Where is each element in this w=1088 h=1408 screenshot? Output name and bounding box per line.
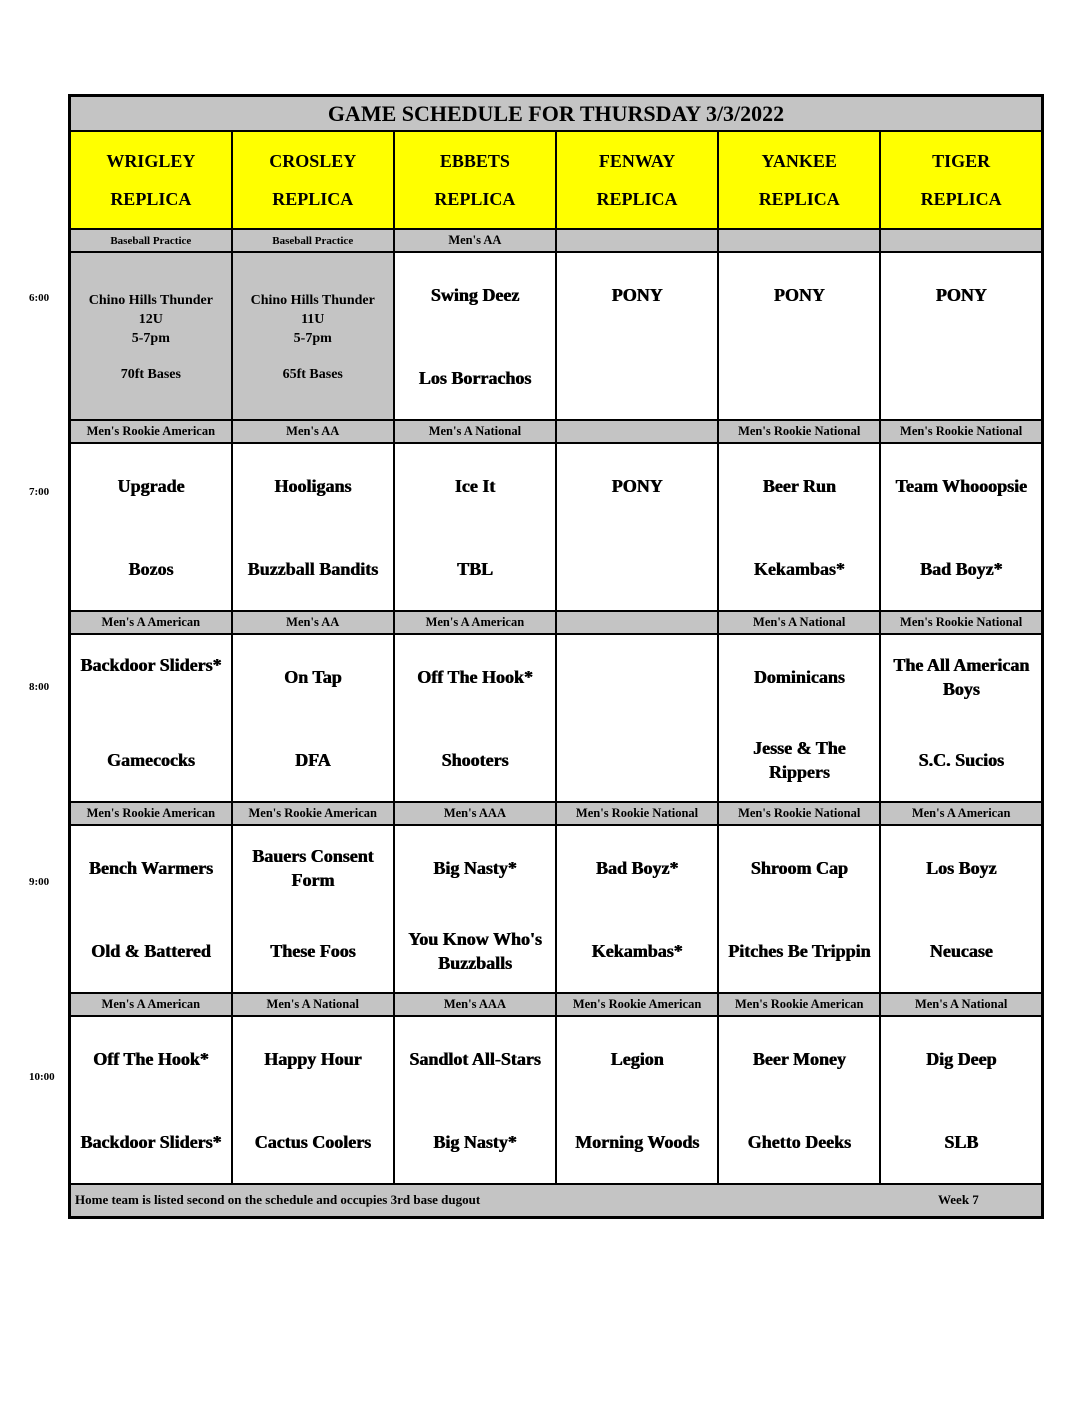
home-team: Neucase (929, 940, 993, 961)
game-cell (232, 443, 394, 611)
away-team: PONY (773, 285, 825, 305)
division-label: Men's A National (232, 993, 394, 1016)
home-team: Old & Battered (91, 940, 211, 961)
practice-line: Chino Hills Thunder (250, 293, 375, 308)
division-label: Men's Rookie American (70, 420, 232, 443)
division-label: Men's A American (394, 611, 556, 634)
game-cell (394, 825, 556, 993)
matchup (557, 826, 717, 992)
division-label (556, 420, 718, 443)
division-label (556, 229, 718, 252)
home-team: These Foos (269, 940, 356, 961)
home-team (557, 718, 717, 801)
away-team: Beer Run (762, 476, 836, 496)
field-name: CROSLEY (269, 151, 357, 171)
matchup (557, 1017, 717, 1183)
game-row (70, 252, 1043, 420)
home-team (557, 336, 717, 419)
game-cell (232, 825, 394, 993)
away-team (557, 635, 717, 718)
field-sub: REPLICA (272, 189, 354, 209)
away-team: The All American Boys (893, 655, 1030, 699)
home-team: DFA (294, 749, 331, 770)
matchup (881, 253, 1041, 419)
division-label: Men's AA (394, 229, 556, 252)
home-team: Kekambas* (591, 940, 683, 961)
division-label: Men's Rookie National (718, 420, 880, 443)
division-label: Men's Rookie National (880, 420, 1042, 443)
game-row (70, 825, 1043, 993)
game-cell (232, 1016, 394, 1184)
home-team (557, 527, 717, 610)
game-cell (880, 443, 1042, 611)
away-team: Dominicans (753, 667, 845, 687)
home-team: Morning Woods (574, 1131, 700, 1152)
matchup (395, 826, 555, 992)
practice-line: 5-7pm (131, 331, 170, 346)
division-row (70, 229, 1043, 252)
division-label: Men's A American (880, 802, 1042, 825)
practice-cell (232, 252, 394, 420)
home-team: Shooters (441, 749, 509, 770)
game-cell (394, 443, 556, 611)
division-label (880, 229, 1042, 252)
division-label: Men's AAA (394, 802, 556, 825)
matchup (395, 635, 555, 801)
game-cell (718, 634, 880, 802)
practice-line: 12U (138, 312, 163, 327)
home-team: Gamecocks (106, 749, 195, 770)
home-team: Kekambas* (753, 558, 845, 579)
field-name: WRIGLEY (106, 151, 196, 171)
division-label: Men's A National (394, 420, 556, 443)
field-sub: REPLICA (110, 189, 192, 209)
away-team: Bauers Consent Form (251, 846, 374, 890)
page-title: GAME SCHEDULE FOR THURSDAY 3/3/2022 (70, 96, 1043, 132)
division-row (70, 420, 1043, 443)
away-team: PONY (935, 285, 987, 305)
footer (70, 1184, 1043, 1218)
away-team: Team Whooopsie (895, 476, 1027, 496)
division-row (70, 993, 1043, 1016)
division-label: Men's Rookie National (880, 611, 1042, 634)
matchup (395, 1017, 555, 1183)
away-team: Happy Hour (263, 1049, 362, 1069)
home-team: Ghetto Deeks (747, 1131, 851, 1152)
division-label: Men's Rookie American (70, 802, 232, 825)
division-label (718, 229, 880, 252)
practice-line: 65ft Bases (282, 367, 343, 382)
division-label: Men's AA (232, 611, 394, 634)
time-label: 6:00 (29, 292, 50, 304)
game-cell (394, 1016, 556, 1184)
time-label: 8:00 (29, 681, 50, 693)
division-row (70, 802, 1043, 825)
division-label: Baseball Practice (70, 229, 232, 252)
game-row (70, 1016, 1043, 1184)
away-team: Upgrade (117, 476, 185, 496)
home-team: Pitches Be Trippin (728, 940, 871, 961)
practice-info (233, 253, 393, 384)
game-cell (394, 252, 556, 420)
game-cell (394, 634, 556, 802)
game-cell (718, 443, 880, 611)
matchup (881, 635, 1041, 801)
home-team: Bozos (128, 558, 174, 579)
field-name: EBBETS (439, 151, 510, 171)
matchup (881, 1017, 1041, 1183)
division-label: Men's Rookie American (232, 802, 394, 825)
division-label: Men's Rookie American (718, 993, 880, 1016)
matchup (557, 444, 717, 610)
matchup (719, 826, 879, 992)
home-team: Jesse & The Rippers (752, 737, 846, 782)
home-team: SLB (944, 1131, 979, 1152)
time-label: 7:00 (29, 486, 50, 498)
away-team: Hooligans (274, 476, 352, 496)
matchup (71, 826, 231, 992)
away-team: On Tap (283, 667, 342, 687)
matchup (719, 253, 879, 419)
division-row (70, 611, 1043, 634)
matchup (557, 635, 717, 801)
home-team: Backdoor Sliders* (80, 1131, 222, 1152)
matchup (233, 444, 393, 610)
game-cell (880, 825, 1042, 993)
practice-line: 70ft Bases (120, 367, 181, 382)
away-team: PONY (611, 476, 663, 496)
division-label: Men's A American (70, 611, 232, 634)
home-team: Big Nasty* (433, 1131, 517, 1152)
division-label: Men's Rookie National (718, 802, 880, 825)
division-label: Men's Rookie American (556, 993, 718, 1016)
away-team: Legion (610, 1049, 664, 1069)
division-label (556, 611, 718, 634)
game-cell (556, 825, 718, 993)
matchup (557, 253, 717, 419)
time-label: 10:00 (29, 1071, 55, 1083)
matchup (881, 826, 1041, 992)
matchup (719, 444, 879, 610)
away-team: Sandlot All-Stars (409, 1049, 541, 1069)
game-cell (556, 1016, 718, 1184)
home-team (719, 336, 879, 419)
home-team: Buzzball Bandits (247, 558, 378, 579)
game-cell (718, 825, 880, 993)
field-sub: REPLICA (920, 189, 1002, 209)
matchup (719, 635, 879, 801)
game-cell (880, 1016, 1042, 1184)
away-team: Los Boyz (925, 858, 997, 878)
game-cell (556, 634, 718, 802)
game-cell (880, 252, 1042, 420)
field-sub: REPLICA (758, 189, 840, 209)
home-team: TBL (456, 558, 493, 579)
away-team: Swing Deez (430, 285, 520, 305)
footer-row (70, 1184, 1043, 1218)
matchup (71, 1017, 231, 1183)
matchup (71, 444, 231, 610)
division-label: Men's Rookie National (556, 802, 718, 825)
home-team: S.C. Sucios (918, 749, 1004, 770)
game-cell (718, 252, 880, 420)
matchup (719, 1017, 879, 1183)
field-header-ebbets (394, 131, 556, 229)
division-label: Men's A National (718, 611, 880, 634)
field-sub: REPLICA (596, 189, 678, 209)
home-team: Cactus Coolers (254, 1131, 371, 1152)
practice-line: Chino Hills Thunder (88, 293, 213, 308)
week-label: Week 7 (938, 1192, 979, 1207)
game-row (70, 443, 1043, 611)
home-team: You Know Who's Buzzballs (408, 928, 542, 973)
game-cell (70, 1016, 232, 1184)
away-team: Shroom Cap (750, 858, 848, 878)
field-header-row (70, 131, 1043, 229)
game-cell (556, 443, 718, 611)
game-cell (70, 634, 232, 802)
away-team: PONY (611, 285, 663, 305)
away-team: Backdoor Sliders* (80, 655, 222, 675)
division-label: Men's AAA (394, 993, 556, 1016)
home-team (881, 336, 1041, 419)
away-team: Big Nasty* (433, 858, 517, 878)
practice-info (71, 253, 231, 384)
away-team: Off The Hook* (417, 667, 533, 687)
division-label: Men's A American (70, 993, 232, 1016)
spacer (233, 348, 393, 365)
game-cell (70, 825, 232, 993)
home-team: Bad Boyz* (919, 558, 1003, 579)
field-header-tiger (880, 131, 1042, 229)
division-label: Baseball Practice (232, 229, 394, 252)
matchup (233, 1017, 393, 1183)
field-header-wrigley (70, 131, 232, 229)
division-label: Men's A National (880, 993, 1042, 1016)
matchup (233, 826, 393, 992)
schedule-table (68, 94, 1044, 1219)
practice-line: 11U (301, 312, 325, 327)
game-cell (718, 1016, 880, 1184)
matchup (881, 444, 1041, 610)
time-label: 9:00 (29, 876, 50, 888)
matchup (395, 444, 555, 610)
field-name: TIGER (932, 151, 991, 171)
time-column (0, 0, 70, 1408)
field-sub: REPLICA (434, 189, 516, 209)
away-team: Ice It (454, 476, 496, 496)
away-team: Dig Deep (925, 1049, 997, 1069)
field-header-crosley (232, 131, 394, 229)
matchup (395, 253, 555, 419)
away-team: Bad Boyz* (595, 858, 679, 878)
field-name: YANKEE (761, 151, 837, 171)
home-team: Los Borrachos (418, 367, 532, 388)
away-team: Bench Warmers (88, 858, 213, 878)
footer-note: Home team is listed second on the schedule and occupies 3rd base dugout (75, 1192, 481, 1207)
game-row (70, 634, 1043, 802)
division-label: Men's AA (232, 420, 394, 443)
game-cell (232, 634, 394, 802)
spacer (71, 348, 231, 365)
away-team: Off The Hook* (92, 1049, 209, 1069)
field-header-fenway (556, 131, 718, 229)
practice-cell (70, 252, 232, 420)
matchup (233, 635, 393, 801)
field-header-yankee (718, 131, 880, 229)
matchup (71, 635, 231, 801)
game-cell (70, 443, 232, 611)
away-team: Beer Money (752, 1049, 846, 1069)
field-name: FENWAY (598, 151, 676, 171)
game-cell (880, 634, 1042, 802)
practice-line: 5-7pm (293, 331, 332, 346)
game-cell (556, 252, 718, 420)
